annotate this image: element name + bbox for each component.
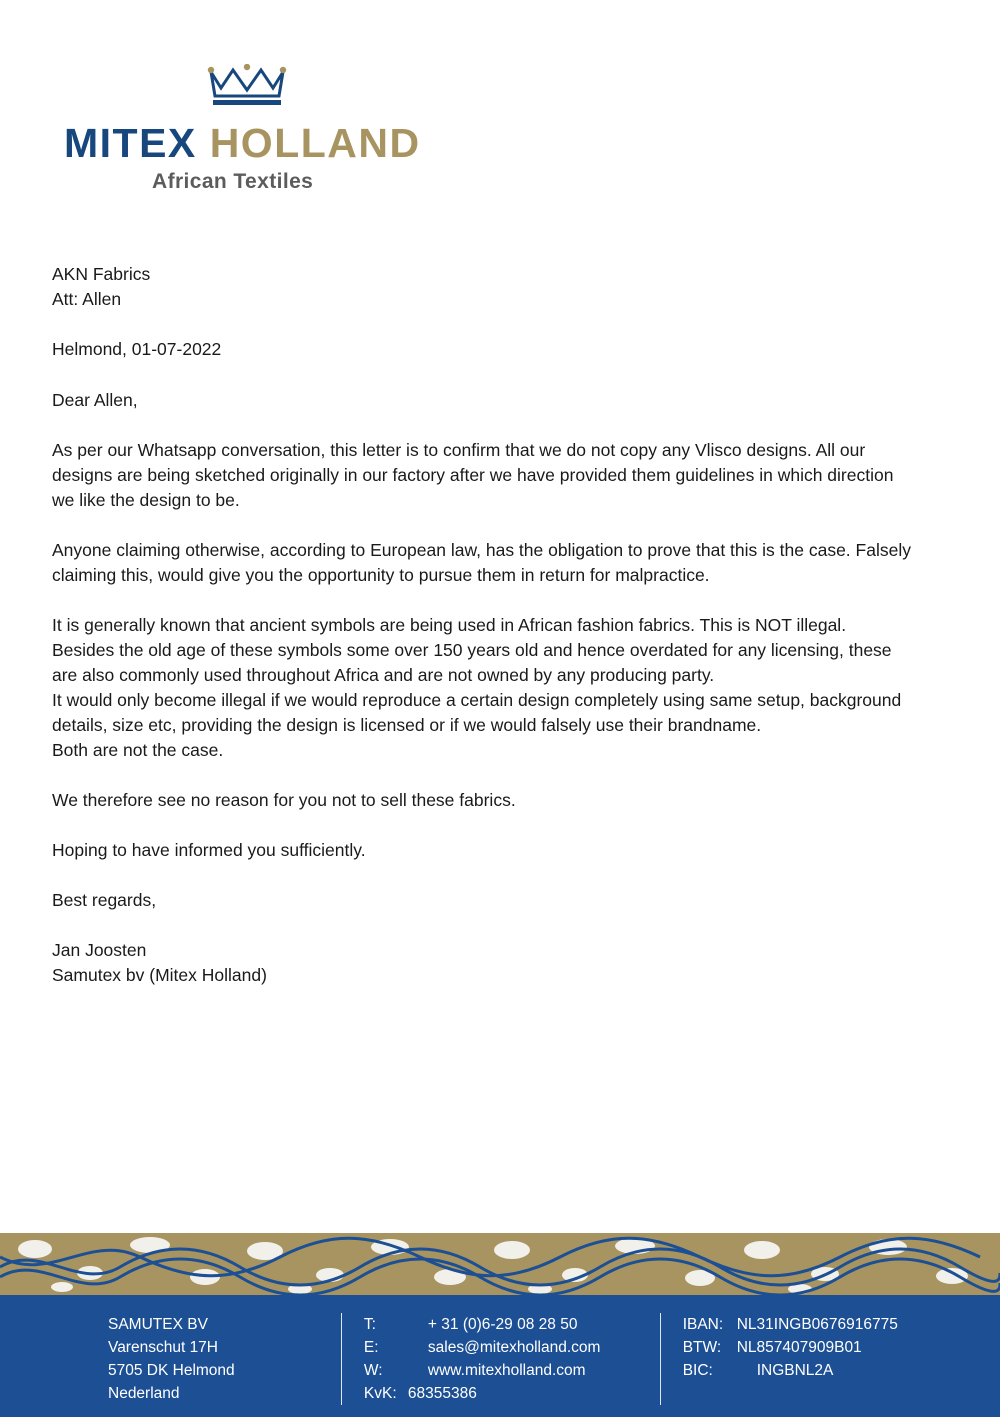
paragraph-4-text: It would only become illegal if we would reproduce a certain design completely using same setup, background details, size etc, providing the design is licensed or if we would falsely use their brandname. [52, 690, 902, 735]
closing [52, 888, 912, 913]
footer-bic-value: INGBNL2A [756, 1362, 834, 1379]
signature-block [52, 938, 912, 988]
paragraph-6-text: We therefore see no reason for you not to sell these fabrics. [52, 790, 516, 810]
salutation [52, 388, 912, 413]
paragraph-3-text: It is generally known that ancient symbols are being used in African fashion fabrics. This is NOT illegal. Besides the old age of these symbols some over 150 years old and hence overdated for any licensing, these are also commonly used throughout Africa and are not owned by any producing party. [52, 615, 892, 685]
footer [0, 1295, 1000, 1417]
recipient-attention: Att: Allen [52, 289, 122, 309]
footer-banking-column [660, 1313, 960, 1405]
brand-name-second: HOLLAND [209, 120, 421, 166]
closing-text: Best regards, [52, 890, 157, 910]
paragraph-2 [52, 538, 912, 588]
paragraph-4 [52, 688, 912, 738]
footer-contact-column [341, 1313, 660, 1405]
footer-bic-row [683, 1359, 960, 1382]
paragraph-7 [52, 838, 912, 863]
footer-btw-label: BTW: [682, 1339, 722, 1356]
footer-phone-value: + 31 (0)6-29 08 28 50 [427, 1316, 578, 1333]
letterhead [52, 52, 472, 202]
letter-body [52, 262, 912, 1013]
brand-name-first: MITEX [64, 120, 197, 166]
footer-iban-value: NL31INGB0676916775 [736, 1316, 898, 1333]
paragraph-1 [52, 438, 912, 513]
place-date-text: Helmond, 01-07-2022 [52, 339, 222, 359]
footer-company-street: Varenschut 17H [108, 1339, 218, 1356]
footer-company-column [108, 1313, 341, 1405]
footer-phone-row [364, 1313, 660, 1336]
footer-iban-label: IBAN: [682, 1316, 724, 1333]
footer-company-name: SAMUTEX BV [108, 1316, 208, 1333]
signature-name: Jan Joosten [52, 940, 147, 960]
paragraph-3 [52, 613, 912, 688]
paragraph-5-text: Both are not the case. [52, 740, 224, 760]
footer-kvk-value: 68355386 [407, 1385, 477, 1402]
footer-web-label: W: [363, 1362, 383, 1379]
footer-company-postal-city: 5705 DK Helmond [108, 1362, 235, 1379]
footer-btw-row [683, 1336, 960, 1359]
footer-email-row [364, 1336, 660, 1359]
paragraph-5 [52, 738, 912, 763]
footer-iban-row [683, 1313, 960, 1336]
footer-email-value[interactable]: sales@mitexholland.com [427, 1339, 601, 1356]
footer-web-value[interactable]: www.mitexholland.com [427, 1362, 586, 1379]
footer-company-country: Nederland [108, 1385, 180, 1402]
signature-company: Samutex bv (Mitex Holland) [52, 965, 267, 985]
brand-wordmark [64, 120, 421, 167]
footer-bic-label: BIC: [682, 1362, 713, 1379]
recipient-block [52, 262, 912, 312]
brand-tagline: African Textiles [152, 170, 314, 193]
decorative-pattern-band [0, 1233, 1000, 1295]
crown-icon [207, 64, 287, 110]
paragraph-2-text: Anyone claiming otherwise, according to European law, has the obligation to prove that this is the case. Falsely claiming this, would give you the opportunity to pursue them in return for malpractice. [52, 540, 911, 585]
paragraph-7-text: Hoping to have informed you sufficiently. [52, 840, 366, 860]
footer-kvk-label: KvK: [363, 1385, 397, 1402]
footer-web-row [364, 1359, 660, 1382]
recipient-company: AKN Fabrics [52, 264, 151, 284]
footer-email-label: E: [363, 1339, 379, 1356]
footer-phone-label: T: [363, 1316, 376, 1333]
footer-kvk-row [364, 1382, 660, 1405]
paragraph-1-text: As per our Whatsapp conversation, this letter is to confirm that we do not copy any Vlisco designs. All our designs are being sketched originally in our factory after we have provided them guidelines in which direction we like the design to be. [52, 440, 894, 510]
footer-btw-value: NL857407909B01 [736, 1339, 862, 1356]
salutation-text: Dear Allen, [52, 390, 138, 410]
place-date [52, 337, 912, 362]
paragraph-6 [52, 788, 912, 813]
